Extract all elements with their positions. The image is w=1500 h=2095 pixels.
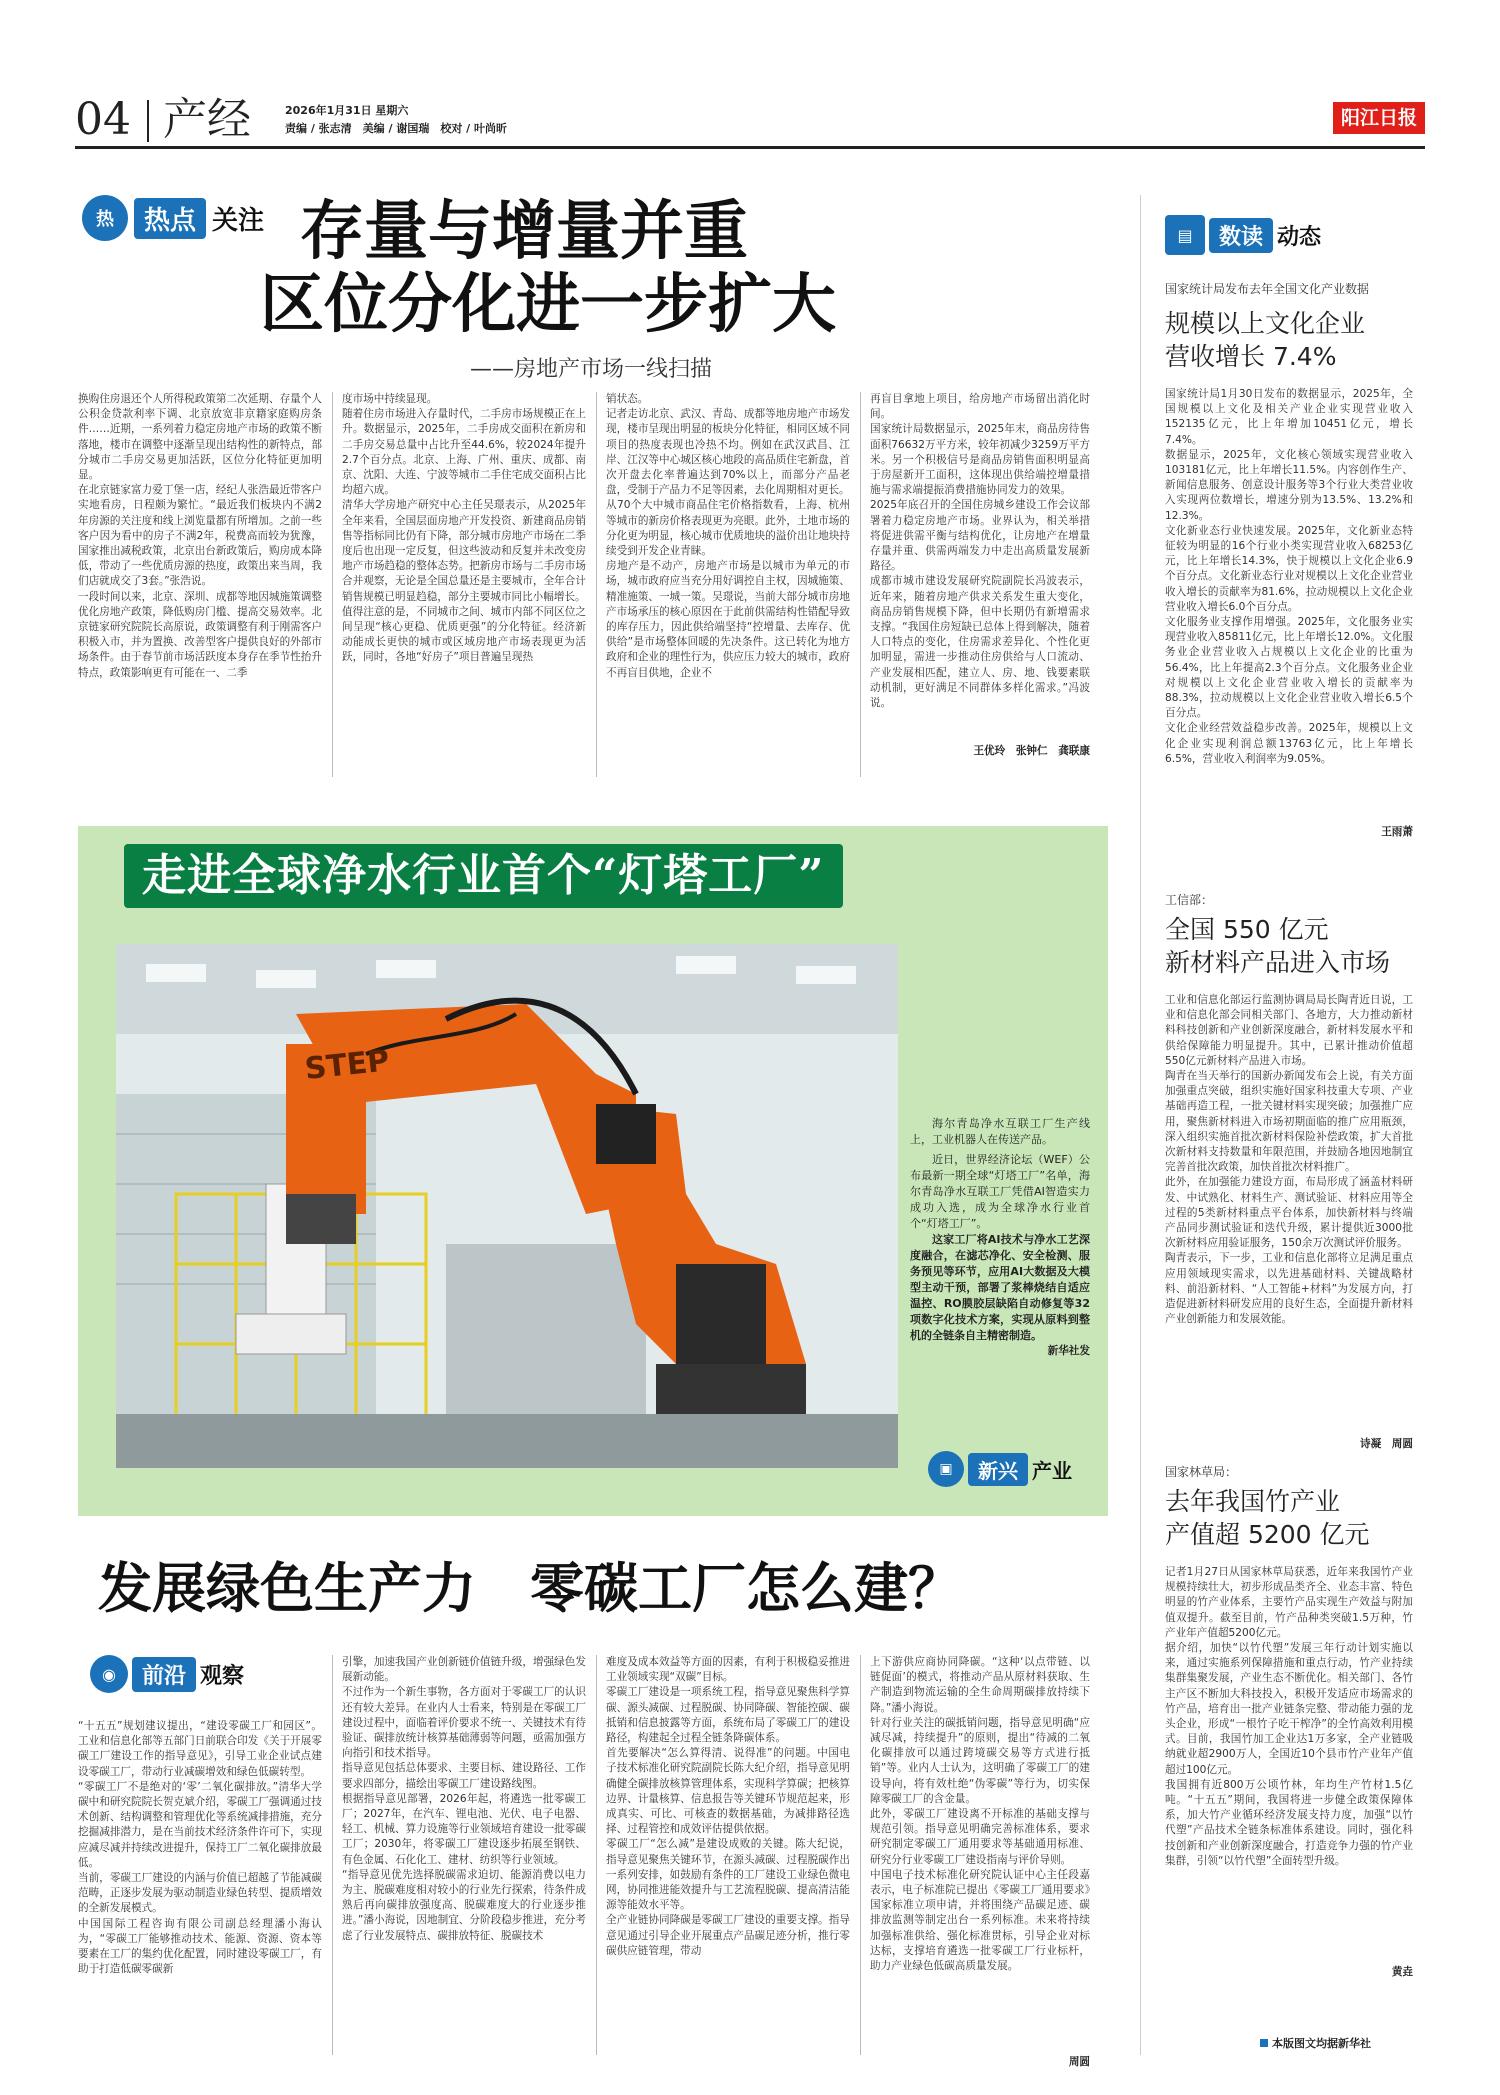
- article3-col2: 引擎，加速我国产业创新链价值链升级，增强绿色发展新动能。 不过作为一个新生事物，各方面对于零碳工厂的认识还有较大差异。在业内人士看来，特别是在零碳工厂建设过程中，面临着评价要求不统一、关键技术有待验证、碳排放统计核算基础薄弱等问题，亟需加强方向指引和技术指导。 指导意见包括总体要求、主要目标、建设路径、工作要求四部分，描绘出零碳工厂建设路线图。 根据指导意见部署，2026年起，将遴选一批零碳工厂；2027年，在汽车、锂电池、光伏、电子电器、轻工、机械、算力设施等行业领域培育建设一批零碳工厂；2030年，将零碳工厂建设逐步拓展至钢铁、有色金属、石化化工、建材、纺织等行业领域。 “指导意见优先选择脱碳需求迫切、能源消费以电力为主、脱碳难度相对较小的行业先行探索，待条件成熟后再向碳排放强度高、脱碳难度大的行业逐步推进。”潘小海说，因地制宜、分阶段稳步推进，充分考虑了行业发展特点、碳排放特征、脱碳技术: [342, 1656, 586, 1942]
- item2-byline: 诗凝 周圆: [1360, 1438, 1413, 1450]
- article1-title-line1: 存量与增量并重: [300, 194, 748, 269]
- data-read-tag: [1165, 215, 1321, 255]
- date-line: 2026年1月31日 星期六: [285, 104, 409, 117]
- section-name: 产经: [163, 94, 251, 145]
- item3-source: 国家林草局：: [1165, 1465, 1238, 1479]
- article1-byline: 王优玲 张钟仁 龚联康: [973, 745, 1090, 757]
- column-divider: [332, 1655, 333, 2055]
- article1-col2: 度市场中持续显现。 随着住房市场进入存量时代，二手房市场规模正在上升。数据显示，2025年，二手房成交面积在新房和二手房交易总量中占比升至44.6%，较2024年提升2.7个百分点。北京、上海、广州、重庆、成都、南京、沈阳、大连、宁波等城市二手住宅成交面积占比均超六成。 清华大学房地产研究中心主任吴璟表示，从2025年全年来看，全国层面房地产开发投资、新建商品房销售等指标同比仍有下降，部分城市房地产市场在二季度后也出现一定反复，但这些波动和反复并未改变房地产市场趋稳的整体态势。把新房市场与二手房市场合并观察，无论是全国总量还是主要城市，全年合计销售规模已明显趋稳，部分主要城市同比小幅增长。 值得注意的是，不同城市之间、城市内部不同区位之间呈现“核心更稳、优质更强”的分化特征。经济新动能成长更快的城市或区域房地产市场表现更为活跃，同时，各地“好房子”项目普遍呈现热: [342, 393, 586, 664]
- new-industry-tag-rest: 产业: [1032, 1458, 1072, 1483]
- photo-caption: [910, 1116, 1090, 1359]
- article1-col4: 再盲目拿地上项目，给房地产市场留出消化时间。 国家统计局数据显示，2025年末，商品房待售面积76632万平方米，较年初减少3259万平方米。另一个积极信号是商品房销售面积明显高于房屋新开工面积，这体现出供给端控增量措施与需求端提振消费措施协同发力的效果。 2025年底召开的全国住房城乡建设工作会议部署着力稳定房地产市场。业界认为，相关举措将促进供需平衡与结构优化，让房地产在增量存量并重、供需两端发力中走出高质量发展新路径。 成都市城市建设发展研究院副院长冯波表示，近年来，随着房地产供求关系发生重大变化，商品房销售规模下降，但中长期仍有新增需求支撑。“我国住房短缺已总体上得到解决，随着人口特点的变化，住房需求差异化、个性化更加明显，需进一步推动住房供给与人口流动、产业发展相匹配，建立人、房、地、钱要素联动机制，更好满足不同群体多样化需求。”冯波说。: [870, 393, 1090, 710]
- item1-source: 国家统计局发布去年全国文化产业数据: [1165, 282, 1370, 296]
- article1-body: [78, 392, 1090, 802]
- staff-line: 责编 / 张志清 美编 / 谢国瑞 校对 / 叶尚昕: [285, 122, 508, 135]
- item2-head-line2: 新材料产品进入市场: [1165, 948, 1391, 977]
- factory-scene: [116, 944, 898, 1468]
- article3-col4: 上下游供应商协同降碳。“这种‘以点带链、以链促面’的模式，将推动产品从原材料获取、生产制造到物流运输的全生命周期碳排放持续下降。”潘小海说。 针对行业关注的碳抵销问题，指导意见明确“应减尽减，持续提升”的原则，提出“待减的二氧化碳排放可以通过跨境碳交易等方式进行抵销”等。业内人士认为，这明确了零碳工厂的建设导向，将有效杜绝“伪零碳”等行为，切实保障零碳工厂的含金量。 此外，零碳工厂建设离不开标准的基础支撑与规范引领。指导意见明确完善标准体系，要求研究制定零碳工厂通用要求等基础通用标准、研究分行业零碳工厂建设指南与评价导则。 中国电子技术标准化研究院认证中心主任段嘉表示，电子标准院已提出《零碳工厂通用要求》国家标准立项申请，并将围绕产品碳足迹、碳排放监测等制定出台一系列标准。未来将持续加强标准供给、强化标准贯标，引导企业对标达标，支撑培育遴选一批零碳工厂行业标杆，助力产业绿色低碳高质量发展。: [870, 1656, 1090, 1973]
- article3-body: [78, 1655, 1090, 2075]
- article3-col3: 难度及成本效益等方面的因素，有利于积极稳妥推进工业领域实现“双碳”目标。 零碳工厂建设是一项系统工程，指导意见聚焦科学算碳、源头减碳、过程脱碳、协同降碳、智能控碳、碳抵销和信息披露等方面，系统布局了零碳工厂的建设路径，构建起全过程全链条降碳体系。 首先要解决“怎么算得清、说得准”的问题。中国电子技术标准化研究院副院长陈大纪介绍，指导意见明确健全碳排放核算管理体系，实现科学算碳；把核算边界、计量核算、信息报告等关键环节规范起来，形成真实、可比、可核查的数据基础，为减排路径选择、过程管控和成效评估提供依据。 零碳工厂“怎么减”是建设成败的关键。陈大纪说，指导意见聚焦关键环节，在源头减碳、过程脱碳作出一系列安排，如鼓励有条件的工厂建设工业绿色微电网，协同推进能效提升与工艺流程脱碳、提高清洁能源等能效水平等。 全产业链协同降碳是零碳工厂建设的重要支撑。指导意见通过引导企业开展重点产品碳足迹分析，推行零碳供应链管理，带动: [606, 1656, 850, 1957]
- caption-byline: 新华社发: [1047, 1345, 1090, 1357]
- data-read-icon: ▤: [1165, 215, 1205, 255]
- sidebar-divider: [1140, 195, 1141, 2055]
- lighthouse-title: 走进全球净水行业首个“灯塔工厂”: [124, 844, 843, 908]
- article3-col1: “十五五”规划建议提出，“建设零碳工厂和园区”。工业和信息化部等五部门日前联合印发《关于开展零碳工厂建设工作的指导意见》，引导工业企业试点建设零碳工厂，带动行业减碳增效和绿色低碳转型。 “零碳工厂不是绝对的‘零’二氧化碳排放。”清华大学碳中和研究院院长贺克斌介绍，零碳工厂强调通过技术创新、结构调整和管理优化等系统减排措施，充分挖掘减排潜力，是在当前技术经济条件许可下，实现应减尽减并持续改进提升，保持工厂二氧化碳排放最低。 当前，零碳工厂建设的内涵与价值已超越了节能减碳范畴，正逐步发展为驱动制造业绿色转型、提质增效的全新发展模式。 中国国际工程咨询有限公司副总经理潘小海认为，“零碳工厂能够推动技术、能源、资源、资本等要素在工厂的集约优化配置，同时建设零碳工厂，有助于打造低碳零碳新: [78, 1720, 322, 1976]
- frontier-tag-rest: 观察: [200, 1662, 245, 1689]
- new-industry-icon: ▣: [928, 1451, 964, 1487]
- hot-topic-tag-main: 热点: [134, 198, 206, 239]
- footnote-square-icon: [1260, 2039, 1268, 2047]
- frontier-tag-main: 前沿: [132, 1657, 196, 1692]
- hot-topic-tag: [82, 195, 264, 241]
- item1-head-line2: 营收增长 7.4%: [1165, 342, 1337, 371]
- item3-byline: 黄垚: [1391, 1966, 1413, 1978]
- caption-bold: 这家工厂将AI技术与净水工艺深度融合，在滤芯净化、安全检测、服务预见等环节，应用AI大数据及大模型主动干预，部署了浆棒烧结自适应温控、RO膜胶层缺陷自动修复等32项数字化技术方案，实现从原料到整机的全链条自主精密制造。: [910, 1233, 1090, 1342]
- masthead: [75, 92, 1425, 150]
- page-number: 04: [75, 94, 131, 145]
- column-divider: [860, 392, 861, 777]
- article3-title: 发展绿色生产力 零碳工厂怎么建？: [98, 1556, 962, 1620]
- item2-head-line1: 全国 550 亿元: [1165, 915, 1329, 944]
- data-read-tag-main: 数读: [1209, 218, 1273, 253]
- new-industry-tag-main: 新兴: [968, 1453, 1028, 1486]
- hot-topic-icon: 热: [82, 195, 128, 241]
- footnote-text: 本版图文均据新华社: [1272, 2037, 1371, 2050]
- footnote: [1260, 2035, 1371, 2051]
- caption-lead: 海尔青岛净水互联工厂生产线上，工业机器人在传送产品。: [910, 1117, 1090, 1146]
- item1-body: 国家统计局1月30日发布的数据显示，2025年，全国规模以上文化及相关产业企业实现营业收入152135亿元，比上年增加10451亿元，增长7.4%。 数据显示，2025年，文化核心领域实现营业收入103181亿元，比上年增长11.5%。内容创作生产、新闻信息服务、创意设计服务等3个行业大类营业收入实现两位数增长，增速分别为13.5%、13.2%和12.3%。 文化新业态行业快速发展。2025年，文化新业态特征较为明显的16个行业小类实现营业收入68253亿元，比上年增长14.3%，快于规模以上文化企业6.9个百分点。文化新业态行业对规模以上文化企业营业收入增长的贡献率为81.6%，拉动规模以上文化企业营业收入增长6.0个百分点。 文化服务业支撑作用增强。2025年，文化服务业实现营业收入85811亿元，比上年增长12.0%。文化服务业企业营业收入占规模以上文化企业的比重为56.4%，比上年提高2.3个百分点。文化服务业企业对规模以上文化企业营业收入增长的贡献率为88.3%，拉动规模以上文化企业营业收入增长6.5个百分点。 文化企业经营效益稳步改善。2025年，规模以上文化企业实现利润总额13763亿元，比上年增长6.5%，营业收入利润率为9.05%。: [1165, 388, 1413, 765]
- item2-source: 工信部：: [1165, 893, 1214, 907]
- article1-col1: 换购住房退还个人所得税政策第二次延期、存量个人公积金贷款利率下调、北京放宽非京籍家庭购房条件……近期，一系列着力稳定房地产市场的政策不断落地，楼市在调整中逐渐呈现出结构性的新特点，部分城市二手房交易更加活跃，区位分化特征更加明显。 在北京链家富力爱丁堡一店，经纪人张浩最近带客户实地看房，日程颇为繁忙。“最近我们板块内不满2年房源的关注度和线上浏览量都有所增加。之前一些客户因为看中的房子不满2年，税费高而较为犹豫，国家推出减税政策，北京出台新政策后，购房成本降低，带动了一些优质房源的热度，政策出来当周，我们店就成交了3套。”张浩说。 一段时间以来，北京、深圳、成都等地因城施策调整优化房地产政策，降低购房门槛、提高交易效率。北京链家研究院院长高原说，政策调整有利于刚需客户积极入市，并为置换、改善型客户提供良好的外部市场条件。由于春节前市场活跃度本身存在季节性抬升特点，政策影响更有可能在一、二季: [78, 393, 322, 679]
- column-divider: [860, 1655, 861, 2055]
- factory-photo: [116, 944, 898, 1468]
- caption-body: 近日，世界经济论坛（WEF）公布最新一期全球“灯塔工厂”名单，海尔青岛净水互联工厂凭借AI智造实力成功入选，成为全球净水行业首个“灯塔工厂”。: [910, 1153, 1090, 1230]
- article1-title-line2: 区位分化进一步扩大: [260, 267, 836, 342]
- data-read-tag-rest: 动态: [1277, 223, 1322, 250]
- column-divider: [596, 1655, 597, 2055]
- paper-logo: 阳江日报: [1333, 102, 1425, 134]
- frontier-icon: ◉: [90, 1655, 128, 1693]
- item1-head-line1: 规模以上文化企业: [1165, 309, 1366, 338]
- article1-col3: 销状态。 记者走访北京、武汉、青岛、成都等地房地产市场发现，楼市呈现出明显的板块分化特征，相同区域不同项目的热度表现也冷热不均。例如在武汉武昌、江岸、江汉等中心城区核心地段的高品质住宅新盘，首次开盘去化率普遍达到70%以上，而部分产品老盘，受制于产品力不足等因素，去化周期相对更长。 从70个大中城市商品住宅价格指数看，上海、杭州等城市的新房价格表现更为亮眼。此外，土地市场的分化更为明显，核心城市优质地块的溢价出让地块持续受到开发企业青睐。 房地产是不动产，房地产市场是以城市为单元的市场，城市政府应当充分用好调控自主权，因城施策、精准施策、一城一策。吴璟说，当前大部分城市房地产市场承压的核心原因在于此前供需结构性错配导致的库存压力，因此供给端坚持“控增量、去库存、优供给”是市场整体回暖的先决条件。这已转化为地方政府和企业的理性行为，供应压力较大的城市，政府不再盲目供地，企业不: [606, 393, 850, 679]
- item1-byline: 王雨萧: [1381, 826, 1413, 838]
- item2-body: 工业和信息化部运行监测协调局局长陶青近日说，工业和信息化部会同相关部门、各地方，大力推动新材料科技创新和产业创新深度融合，新材料发展水平和供给保障能力明显提升。其中，已累计推动价值超550亿元新材料产品进入市场。 陶青在当天举行的国新办新闻发布会上说，有关方面加强重点突破，组织实施好国家科技重大专项、产业基础再造工程，一批关键材料实现突破；加强推广应用，聚焦新材料进入市场初期面临的推广应用瓶颈，深入组织实施首批次新材料保险补偿政策，扩大首批次新材料支持数量和年限范围，并鼓励各地因地制宜完善首批次政策，加快首批次材料推广。 此外，在加强能力建设方面，布局形成了涵盖材料研发、中试熟化、材料生产、测试验证、材料应用等全过程的5类新材料重点平台体系，加快新材料与终端产品同步测试验证和迭代升级，累计提供近3000批次新材料应用验证服务，150余万次测试评价服务。 陶青表示，下一步，工业和信息化部将立足满足重点应用领域现实需求，以先进基础材料、关键战略材料、前沿新材料、“人工智能+材料”为发展方向，打造促进新材料研发应用的良好生态，全面提升新材料产业创新能力和发展效能。: [1165, 994, 1413, 1326]
- article3-byline: 周圆: [1068, 2056, 1090, 2068]
- lighthouse-banner: [78, 826, 1108, 1516]
- robot-step-label: STEP: [303, 1043, 391, 1087]
- item3-body: 记者1月27日从国家林草局获悉，近年来我国竹产业规模持续壮大，初步形成品类齐全、业态丰富、特色明显的竹产业体系，主要竹产品实现生产效益与附加值双提升。截至目前，竹产品种类突破1.5万种，竹产业年产值超5200亿元。 据介绍，加快“以竹代塑”发展三年行动计划实施以来，通过实施系列保障措施和重点行动，竹产业持续集群集聚发展，产业生态不断优化。相关部门、各竹主产区不断加大科技投入，积极开发适应市场需求的竹产品，培育出一批产业链条完整、带动能力强的龙头企业，形成“一根竹子吃干榨净”的全竹高效利用模式。目前，我国竹加工企业达1万多家，全产业链吸纳就业超2900万人，全国近10个县市竹产业年产值超过100亿元。 我国拥有近800万公顷竹林，年均生产竹材1.5亿吨。“十五五”期间，我国将进一步健全政策保障体系，加大竹产业循环经济发展支持力度，加强“以竹代塑”产品技术全链条标准体系建设。同时，强化科技创新和产业创新深度融合，打造竞争力强的竹产业集群，引领“以竹代塑”全面转型升级。: [1165, 1566, 1413, 1867]
- article1-subtitle: ——房地产市场一线扫描: [470, 357, 713, 382]
- item3-head-line2: 产值超 5200 亿元: [1165, 1520, 1370, 1549]
- column-divider: [596, 392, 597, 777]
- item3-head-line1: 去年我国竹产业: [1165, 1487, 1341, 1516]
- masthead-rule: [75, 146, 1425, 149]
- sidebar: [1165, 195, 1427, 2065]
- new-industry-tag: [928, 1451, 1072, 1487]
- hot-topic-tag-rest: 关注: [212, 205, 265, 236]
- masthead-divider: [147, 100, 149, 142]
- column-divider: [332, 392, 333, 777]
